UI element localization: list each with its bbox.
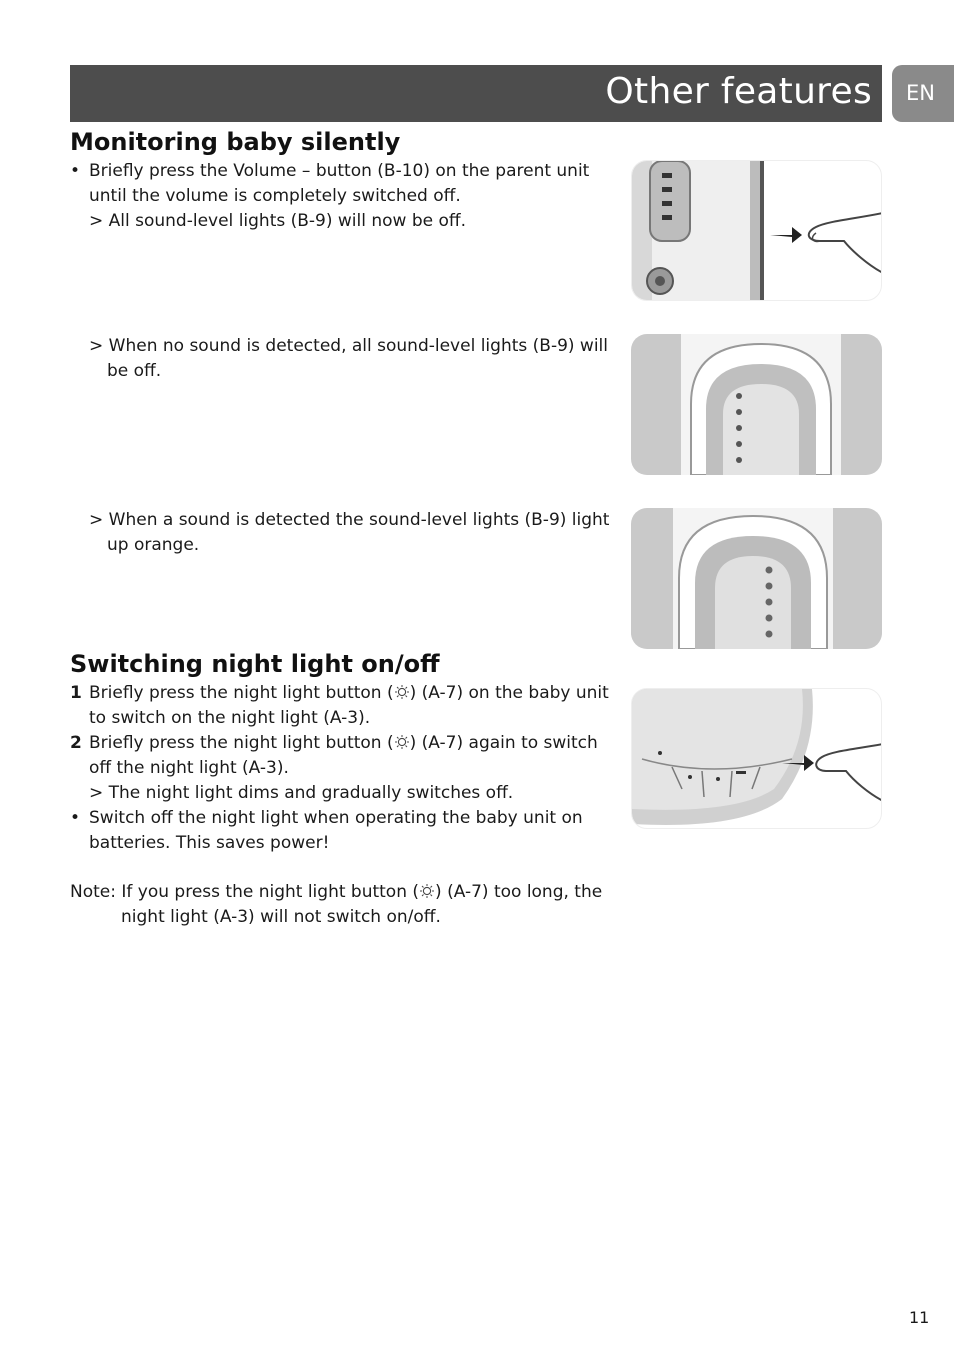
instruction-text: until the volume is completely switched off.	[89, 186, 461, 206]
illustration-lights-off	[631, 334, 882, 475]
step-number: 1	[70, 683, 82, 703]
note-text: night light (A-3) will not switch on/off.	[121, 907, 441, 927]
page-title: Other features	[605, 71, 872, 112]
illustration-night-light-button	[631, 688, 882, 829]
night-light-icon	[394, 684, 410, 700]
bullet: •	[70, 808, 81, 828]
result-text: > When a sound is detected the sound-level lights (B-9) light	[89, 510, 610, 530]
night-light-icon	[419, 883, 435, 899]
section-heading-night-light: Switching night light on/off	[70, 650, 440, 678]
step-text: Briefly press the night light button ( ) (A-7) on the baby unit	[89, 683, 609, 703]
step-number: 2	[70, 733, 82, 753]
section-heading-monitoring: Monitoring baby silently	[70, 128, 401, 156]
result-text: up orange.	[107, 535, 200, 555]
result-text: > The night light dims and gradually switches off.	[89, 783, 514, 803]
tip-text: Switch off the night light when operating the baby unit on	[89, 808, 583, 828]
instruction-text: Briefly press the Volume – button (B-10) on the parent unit	[89, 161, 590, 181]
result-text: > When no sound is detected, all sound-level lights (B-9) will	[89, 336, 608, 356]
step-text: off the night light (A-3).	[89, 758, 289, 778]
bullet: •	[70, 161, 81, 181]
illustration-volume-button	[631, 160, 882, 301]
note-text: Note: If you press the night light button ( ) (A-7) too long, the	[70, 882, 603, 902]
night-light-icon	[394, 734, 410, 750]
page-number: 11	[909, 1308, 930, 1327]
result-text: be off.	[107, 361, 162, 381]
tip-text: batteries. This saves power!	[89, 833, 330, 853]
step-text: to switch on the night light (A-3).	[89, 708, 371, 728]
result-text: > All sound-level lights (B-9) will now be off.	[89, 211, 467, 231]
header-bar	[70, 65, 882, 122]
language-tab: EN	[892, 65, 954, 122]
step-text: Briefly press the night light button ( ) (A-7) again to switch	[89, 733, 598, 753]
illustration-lights-on	[631, 508, 882, 649]
